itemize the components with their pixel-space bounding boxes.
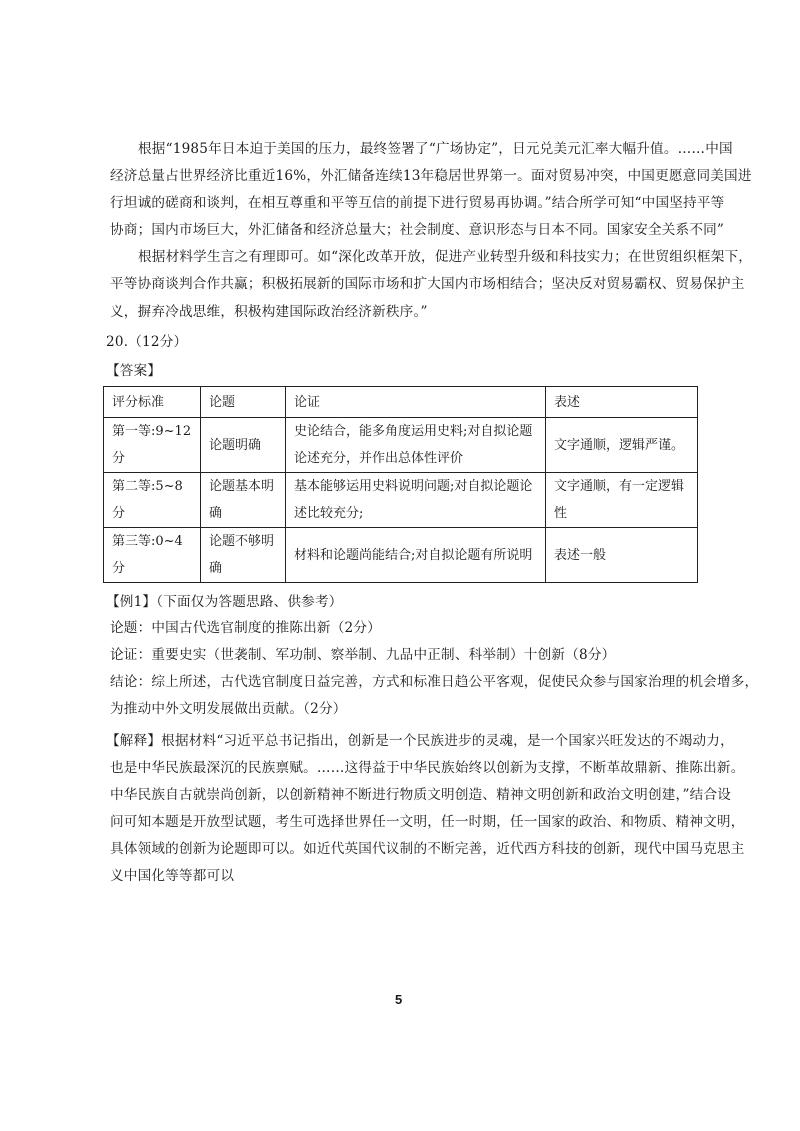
- answer-label: 【答案】: [106, 363, 162, 379]
- text-line: 中华民族自古就崇尚创新，以创新精神不断进行物质文明创造、精神文明创新和政治文明创建，”结合设: [110, 787, 732, 803]
- table-cell: 文字通顺，逻辑严谨。: [546, 418, 698, 473]
- text-line: 也是中华民族最深沉的民族禀赋。……这得益于中华民族始终以创新为支撑，不断革故鼎新、推陈出新。: [110, 760, 745, 776]
- text-line: 协商；国内市场巨大，外汇储备和经济总量大；社会制度、意识形态与日本不同。国家安全关系不同”: [110, 222, 725, 238]
- table-cell: 史论结合，能多角度运用史料;对自拟论题论述充分，并作出总体性评价: [286, 418, 546, 473]
- text-line: 义，摒弃冷战思维，积极构建国际政治经济新秩序。”: [110, 304, 428, 320]
- text-line: 结论：综上所述，古代选官制度日益完善，方式和标准日趋公平客观，促使民众参与国家治理的机会增多，: [110, 674, 759, 690]
- table-cell: 基本能够运用史料说明问题;对自拟论题论述比较充分;: [286, 473, 546, 528]
- text-line: 平等协商谈判合作共赢；积极拓展新的国际市场和扩大国内市场相结合；坚决反对贸易霸权、贸易保护主: [110, 276, 745, 292]
- table-row: [104, 473, 698, 528]
- table-cell: 第三等:0~4分: [104, 528, 201, 583]
- table-cell: 论题不够明确: [201, 528, 286, 583]
- page-number: 5: [395, 992, 403, 1007]
- header-cell: 论证: [286, 387, 546, 418]
- text-line: 【解释】根据材料“习近平总书记指出，创新是一个民族进步的灵魂，是一个国家兴旺发达的不竭动力，: [106, 733, 734, 749]
- header-cell: 表述: [546, 387, 698, 418]
- text-line: 论题：中国古代选官制度的推陈出新（2分）: [110, 620, 381, 636]
- text-line: 义中国化等等都可以: [110, 868, 235, 884]
- text-line: 论证：重要史实（世袭制、军功制、察举制、九品中正制、科举制）十创新（8分）: [110, 647, 616, 663]
- header-cell: 评分标准: [104, 387, 201, 418]
- text-line: 问可知本题是开放型试题，考生可选择世界任一文明，任一时期，任一国家的政治、和物质、精神文明，: [110, 814, 745, 830]
- table-cell: 论题基本明确: [201, 473, 286, 528]
- header-cell: 论题: [201, 387, 286, 418]
- text-line: 具体领域的创新为论题即可以。如近代英国代议制的不断完善，近代西方科技的创新，现代中国马克思主: [110, 841, 745, 857]
- table-header-row: [104, 387, 698, 418]
- text-line: 行坦诚的磋商和谈判，在相互尊重和平等互信的前提下进行贸易再协调。”结合所学可知“中国坚持平等: [110, 195, 725, 211]
- question-number: 20.（12分）: [106, 334, 188, 350]
- table-row: [104, 418, 698, 473]
- table-cell: 论题明确: [201, 418, 286, 473]
- table-cell: 第一等:9~12分: [104, 418, 201, 473]
- text-line: 为推动中外文明发展做出贡献。（2分）: [110, 701, 347, 717]
- text-line: 【例1】（下面仅为答题思路、供参考）: [106, 594, 343, 610]
- text-line: 根据材料学生言之有理即可。如“深化改革开放，促进产业转型升级和科技实力；在世贸组织框架下，: [138, 249, 753, 265]
- table-cell: 文字通顺，有一定逻辑性: [546, 473, 698, 528]
- table-cell: 第二等:5~8分: [104, 473, 201, 528]
- table-row: [104, 528, 698, 583]
- text-line: 经济总量占世界经济比重近16%，外汇储备连续13年稳居世界第一。面对贸易冲突，中国更愿意同美国进: [110, 168, 752, 184]
- table-cell: 材料和论题尚能结合;对自拟论题有所说明: [286, 528, 546, 583]
- text-line: 根据“1985年日本迫于美国的压力，最终签署了“广场协定”，日元兑美元汇率大幅升值。……中国: [138, 141, 733, 157]
- table-cell: 表述一般: [546, 528, 698, 583]
- scoring-table: [103, 386, 698, 583]
